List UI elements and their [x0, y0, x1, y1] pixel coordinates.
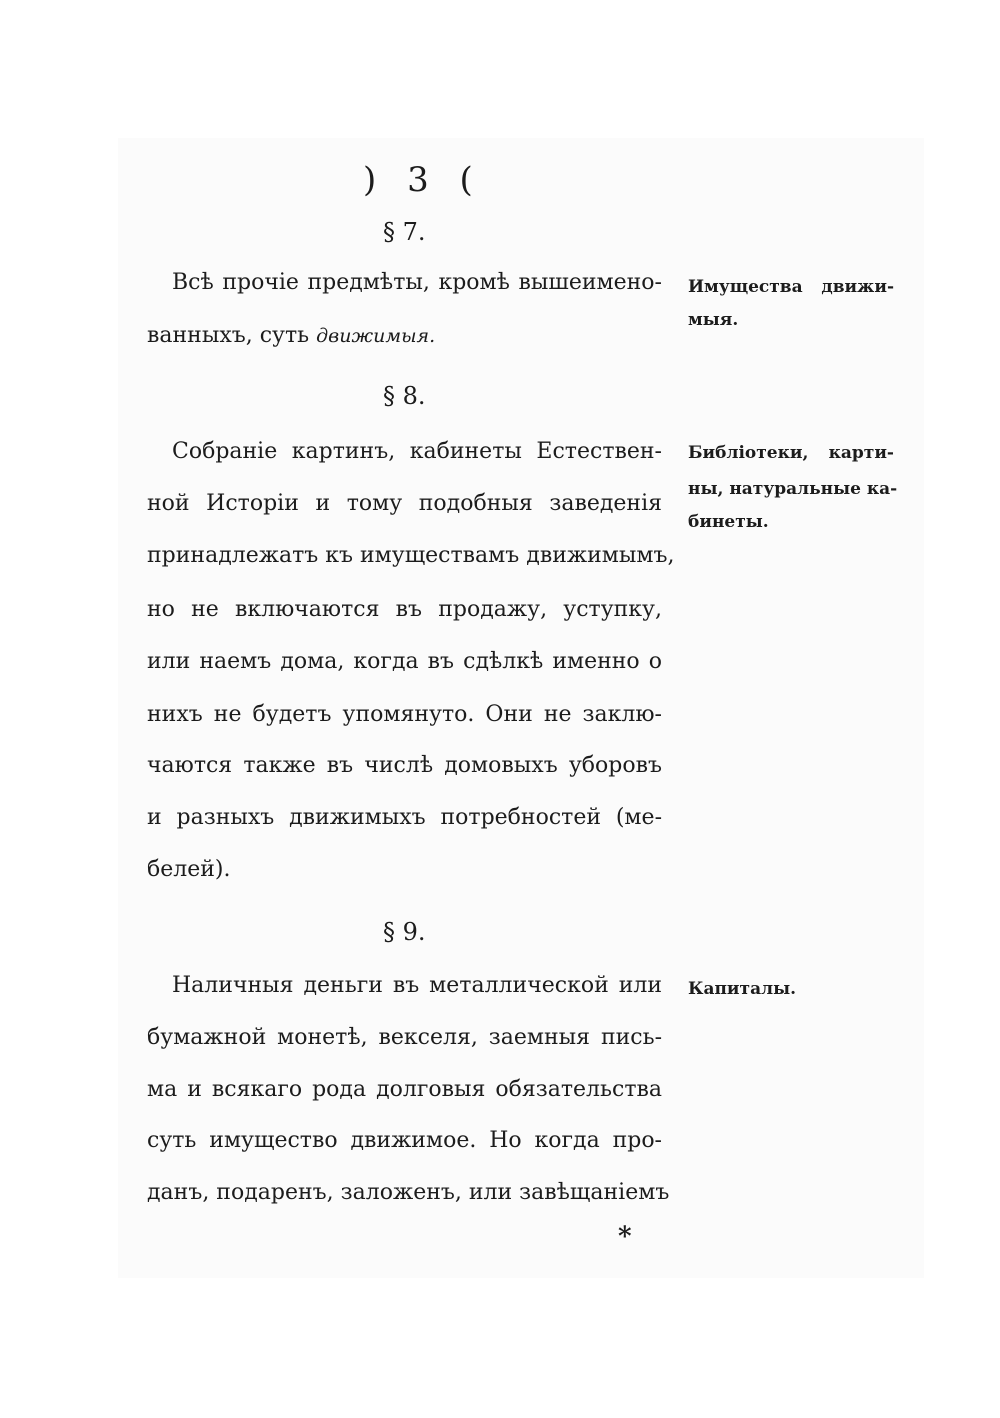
section-9-line-4: суть имущество движимое. Но когда про- [147, 1128, 662, 1153]
margin-note-7-line-1: Имущества движи- [688, 277, 894, 297]
section-8-line-8: и разныхъ движимыхъ потребностей (ме- [147, 805, 662, 830]
margin-note-8-line-1: Библіотеки, карти- [688, 443, 894, 463]
section-7-line-2-text: ванныхъ, суть [147, 323, 317, 348]
section-8-line-9: белей). [147, 857, 231, 882]
section-7-emphasis: движимыя. [316, 325, 436, 347]
section-8-line-3: принадлежатъ къ имуществамъ движимымъ, [147, 543, 675, 568]
margin-note-7-line-2: мыя. [688, 310, 739, 330]
section-7-line-1: Всѣ прочіе предмѣты, кромѣ вышеименo- [172, 270, 662, 295]
margin-note-8-line-2: ны, натуральные ка- [688, 479, 898, 499]
section-9-line-2: бумажной монетѣ, векселя, заемныя пись- [147, 1025, 662, 1050]
section-9-line-5: данъ, подаренъ, заложенъ, или завѣщаніемъ [147, 1180, 670, 1205]
section-8-line-1: Собраніе картинъ, кабинеты Естествен- [172, 439, 662, 464]
section-9-line-1: Наличныя деньги въ металлической или [172, 973, 662, 998]
section-heading-7: § 7. [383, 218, 426, 246]
section-9-line-3: ма и всякаго рода долговыя обязательства [147, 1077, 662, 1102]
section-heading-8: § 8. [383, 382, 426, 410]
section-heading-9: § 9. [383, 918, 426, 946]
section-8-line-5: или наемъ дома, когда въ сдѣлкѣ именно о [147, 649, 662, 674]
signature-mark: * [618, 1222, 632, 1252]
section-8-line-2: ной Исторіи и тому подобныя заведенія [147, 491, 662, 516]
section-8-line-7: чаются также въ числѣ домовыхъ уборовъ [147, 753, 662, 778]
margin-note-9-line-1: Капиталы. [688, 979, 797, 999]
section-7-line-2 [147, 321, 435, 351]
page-number: ) 3 ( [363, 160, 483, 200]
section-8-line-4: но не включаются въ продажу, уступку, [147, 597, 662, 622]
section-8-line-6: нихъ не будетъ упомянуто. Они не заклю- [147, 702, 662, 727]
margin-note-8-line-3: бинеты. [688, 512, 769, 532]
